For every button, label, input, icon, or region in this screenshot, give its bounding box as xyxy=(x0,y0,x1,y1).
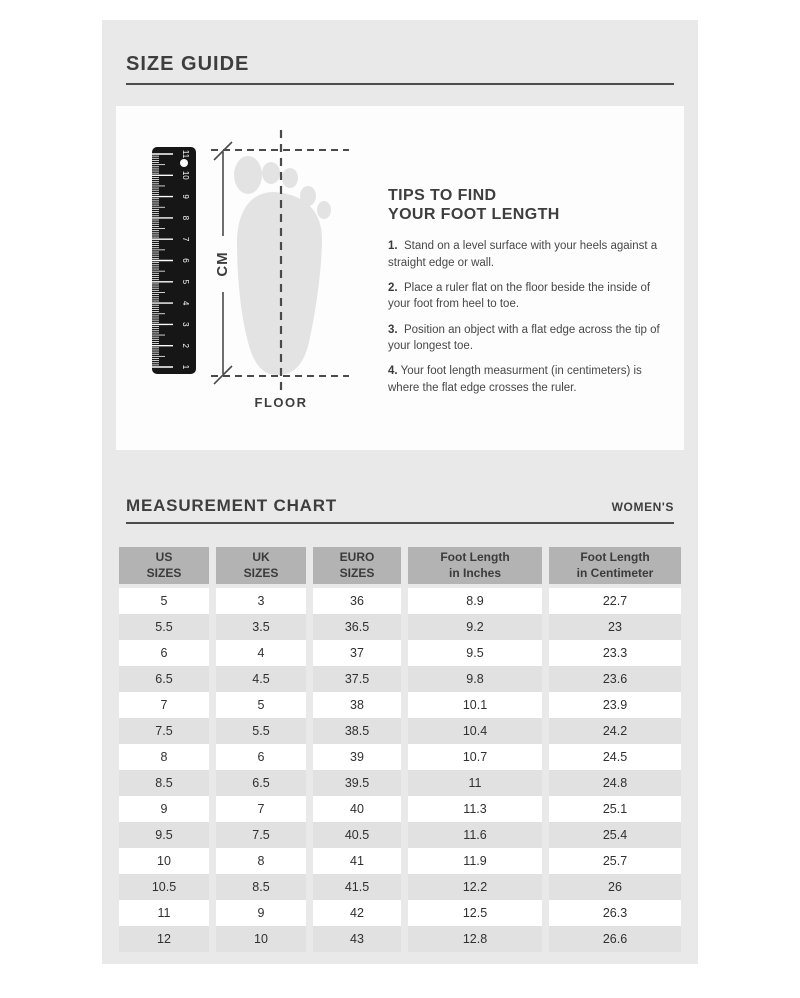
table-cell: 8.9 xyxy=(408,588,542,614)
table-cell: 36 xyxy=(313,588,401,614)
table-cell: 8.5 xyxy=(119,770,209,796)
table-cell: 23.3 xyxy=(549,640,681,666)
table-row xyxy=(119,770,681,796)
table-row xyxy=(119,848,681,874)
table-row xyxy=(119,588,681,614)
table-cell: 40.5 xyxy=(313,822,401,848)
table-row xyxy=(119,614,681,640)
tips-title: TIPS TO FIND YOUR FOOT LENGTH xyxy=(388,187,560,224)
table-row xyxy=(119,796,681,822)
table-cell: 25.7 xyxy=(549,848,681,874)
table-cell: 7.5 xyxy=(216,822,306,848)
table-cell: 10.1 xyxy=(408,692,542,718)
svg-text:2: 2 xyxy=(180,343,190,348)
table-cell: 5 xyxy=(119,588,209,614)
tip-3: 3. Position an object with a flat edge across the tip of your longest toe. xyxy=(388,323,660,353)
table-cell: 23.9 xyxy=(549,692,681,718)
table-cell: 43 xyxy=(313,926,401,952)
measurement-chart-divider xyxy=(126,522,674,524)
table-cell: 10.5 xyxy=(119,874,209,900)
table-cell: 6 xyxy=(119,640,209,666)
table-row xyxy=(119,744,681,770)
column-header: UK SIZES xyxy=(216,547,306,584)
table-cell: 25.1 xyxy=(549,796,681,822)
table-cell: 5 xyxy=(216,692,306,718)
size-table xyxy=(119,547,681,952)
table-cell: 12.5 xyxy=(408,900,542,926)
table-cell: 9.5 xyxy=(119,822,209,848)
svg-text:8: 8 xyxy=(180,215,190,221)
table-cell: 36.5 xyxy=(313,614,401,640)
table-cell: 22.7 xyxy=(549,588,681,614)
table-cell: 12.2 xyxy=(408,874,542,900)
table-cell: 7.5 xyxy=(119,718,209,744)
table-cell: 11.3 xyxy=(408,796,542,822)
table-cell: 3 xyxy=(216,588,306,614)
table-row xyxy=(119,926,681,952)
table-cell: 5.5 xyxy=(119,614,209,640)
big-toe xyxy=(234,156,262,194)
toe-3 xyxy=(282,168,298,188)
table-cell: 8 xyxy=(119,744,209,770)
ruler-hole xyxy=(180,159,188,167)
table-row xyxy=(119,640,681,666)
column-header: US SIZES xyxy=(119,547,209,584)
table-cell: 39.5 xyxy=(313,770,401,796)
table-row xyxy=(119,666,681,692)
table-cell: 9 xyxy=(119,796,209,822)
table-cell: 24.5 xyxy=(549,744,681,770)
svg-text:11: 11 xyxy=(180,149,190,159)
measurement-chart-header xyxy=(126,496,674,516)
table-cell: 4.5 xyxy=(216,666,306,692)
toe-4 xyxy=(300,186,316,206)
table-cell: 9.2 xyxy=(408,614,542,640)
tip-1: 1. Stand on a level surface with your heels against a straight edge or wall. xyxy=(388,240,658,269)
tips-section xyxy=(388,186,660,405)
table-cell: 38.5 xyxy=(313,718,401,744)
table-cell: 24.8 xyxy=(549,770,681,796)
table-cell: 11.6 xyxy=(408,822,542,848)
tip-4: 4. Your foot length measurment (in centimeters) is where the flat edge crosses the ruler. xyxy=(388,365,642,394)
table-cell: 9.5 xyxy=(408,640,542,666)
size-guide-card xyxy=(102,20,698,964)
table-cell: 4 xyxy=(216,640,306,666)
table-body xyxy=(119,588,681,952)
table-cell: 41 xyxy=(313,848,401,874)
table-cell: 10.7 xyxy=(408,744,542,770)
table-cell: 25.4 xyxy=(549,822,681,848)
table-cell: 10 xyxy=(216,926,306,952)
column-header: EURO SIZES xyxy=(313,547,401,584)
table-cell: 11 xyxy=(408,770,542,796)
table-cell: 23.6 xyxy=(549,666,681,692)
svg-text:9: 9 xyxy=(180,194,190,199)
table-cell: 7 xyxy=(216,796,306,822)
svg-text:5: 5 xyxy=(180,279,190,285)
svg-text:6: 6 xyxy=(180,258,190,263)
title-divider xyxy=(126,83,674,85)
table-cell: 42 xyxy=(313,900,401,926)
svg-text:10: 10 xyxy=(180,170,190,180)
foot-measure-illustration-box xyxy=(116,106,684,450)
table-cell: 26 xyxy=(549,874,681,900)
table-cell: 23 xyxy=(549,614,681,640)
table-cell: 37.5 xyxy=(313,666,401,692)
column-header: Foot Length in Inches xyxy=(408,547,542,584)
table-cell: 37 xyxy=(313,640,401,666)
table-cell: 6.5 xyxy=(216,770,306,796)
table-cell: 40 xyxy=(313,796,401,822)
table-cell: 9.8 xyxy=(408,666,542,692)
svg-text:3: 3 xyxy=(180,322,190,327)
table-cell: 41.5 xyxy=(313,874,401,900)
table-cell: 10.4 xyxy=(408,718,542,744)
table-cell: 6 xyxy=(216,744,306,770)
table-cell: 8 xyxy=(216,848,306,874)
table-row xyxy=(119,874,681,900)
table-cell: 26.3 xyxy=(549,900,681,926)
table-cell: 5.5 xyxy=(216,718,306,744)
toe-2 xyxy=(262,162,280,184)
table-cell: 6.5 xyxy=(119,666,209,692)
table-row xyxy=(119,692,681,718)
foot-illustration xyxy=(234,156,331,375)
measurement-chart-title: MEASUREMENT CHART xyxy=(126,496,337,515)
cm-label: CM xyxy=(213,251,231,277)
table-cell: 38 xyxy=(313,692,401,718)
table-cell: 11.9 xyxy=(408,848,542,874)
table-row xyxy=(119,900,681,926)
table-cell: 9 xyxy=(216,900,306,926)
table-row xyxy=(119,822,681,848)
table-cell: 26.6 xyxy=(549,926,681,952)
svg-text:1: 1 xyxy=(180,364,190,370)
table-cell: 8.5 xyxy=(216,874,306,900)
page-title: SIZE GUIDE xyxy=(126,53,250,75)
table-cell: 10 xyxy=(119,848,209,874)
floor-label: FLOOR xyxy=(254,395,308,410)
table-cell: 3.5 xyxy=(216,614,306,640)
measurement-chart-subtitle: WOMEN'S xyxy=(611,500,674,514)
toe-5 xyxy=(317,201,331,219)
table-row xyxy=(119,718,681,744)
table-cell: 12.8 xyxy=(408,926,542,952)
table-cell: 39 xyxy=(313,744,401,770)
table-header-row xyxy=(119,547,681,584)
svg-text:4: 4 xyxy=(180,300,190,306)
table-cell: 7 xyxy=(119,692,209,718)
table-cell: 11 xyxy=(119,900,209,926)
tip-2: 2. Place a ruler flat on the floor beside the inside of your foot from heel to toe. xyxy=(388,282,651,311)
size-guide-header xyxy=(126,20,674,76)
table-cell: 24.2 xyxy=(549,718,681,744)
column-header: Foot Length in Centimeter xyxy=(549,547,681,584)
foot-sole xyxy=(237,192,322,375)
table-cell: 12 xyxy=(119,926,209,952)
svg-text:7: 7 xyxy=(180,236,190,242)
